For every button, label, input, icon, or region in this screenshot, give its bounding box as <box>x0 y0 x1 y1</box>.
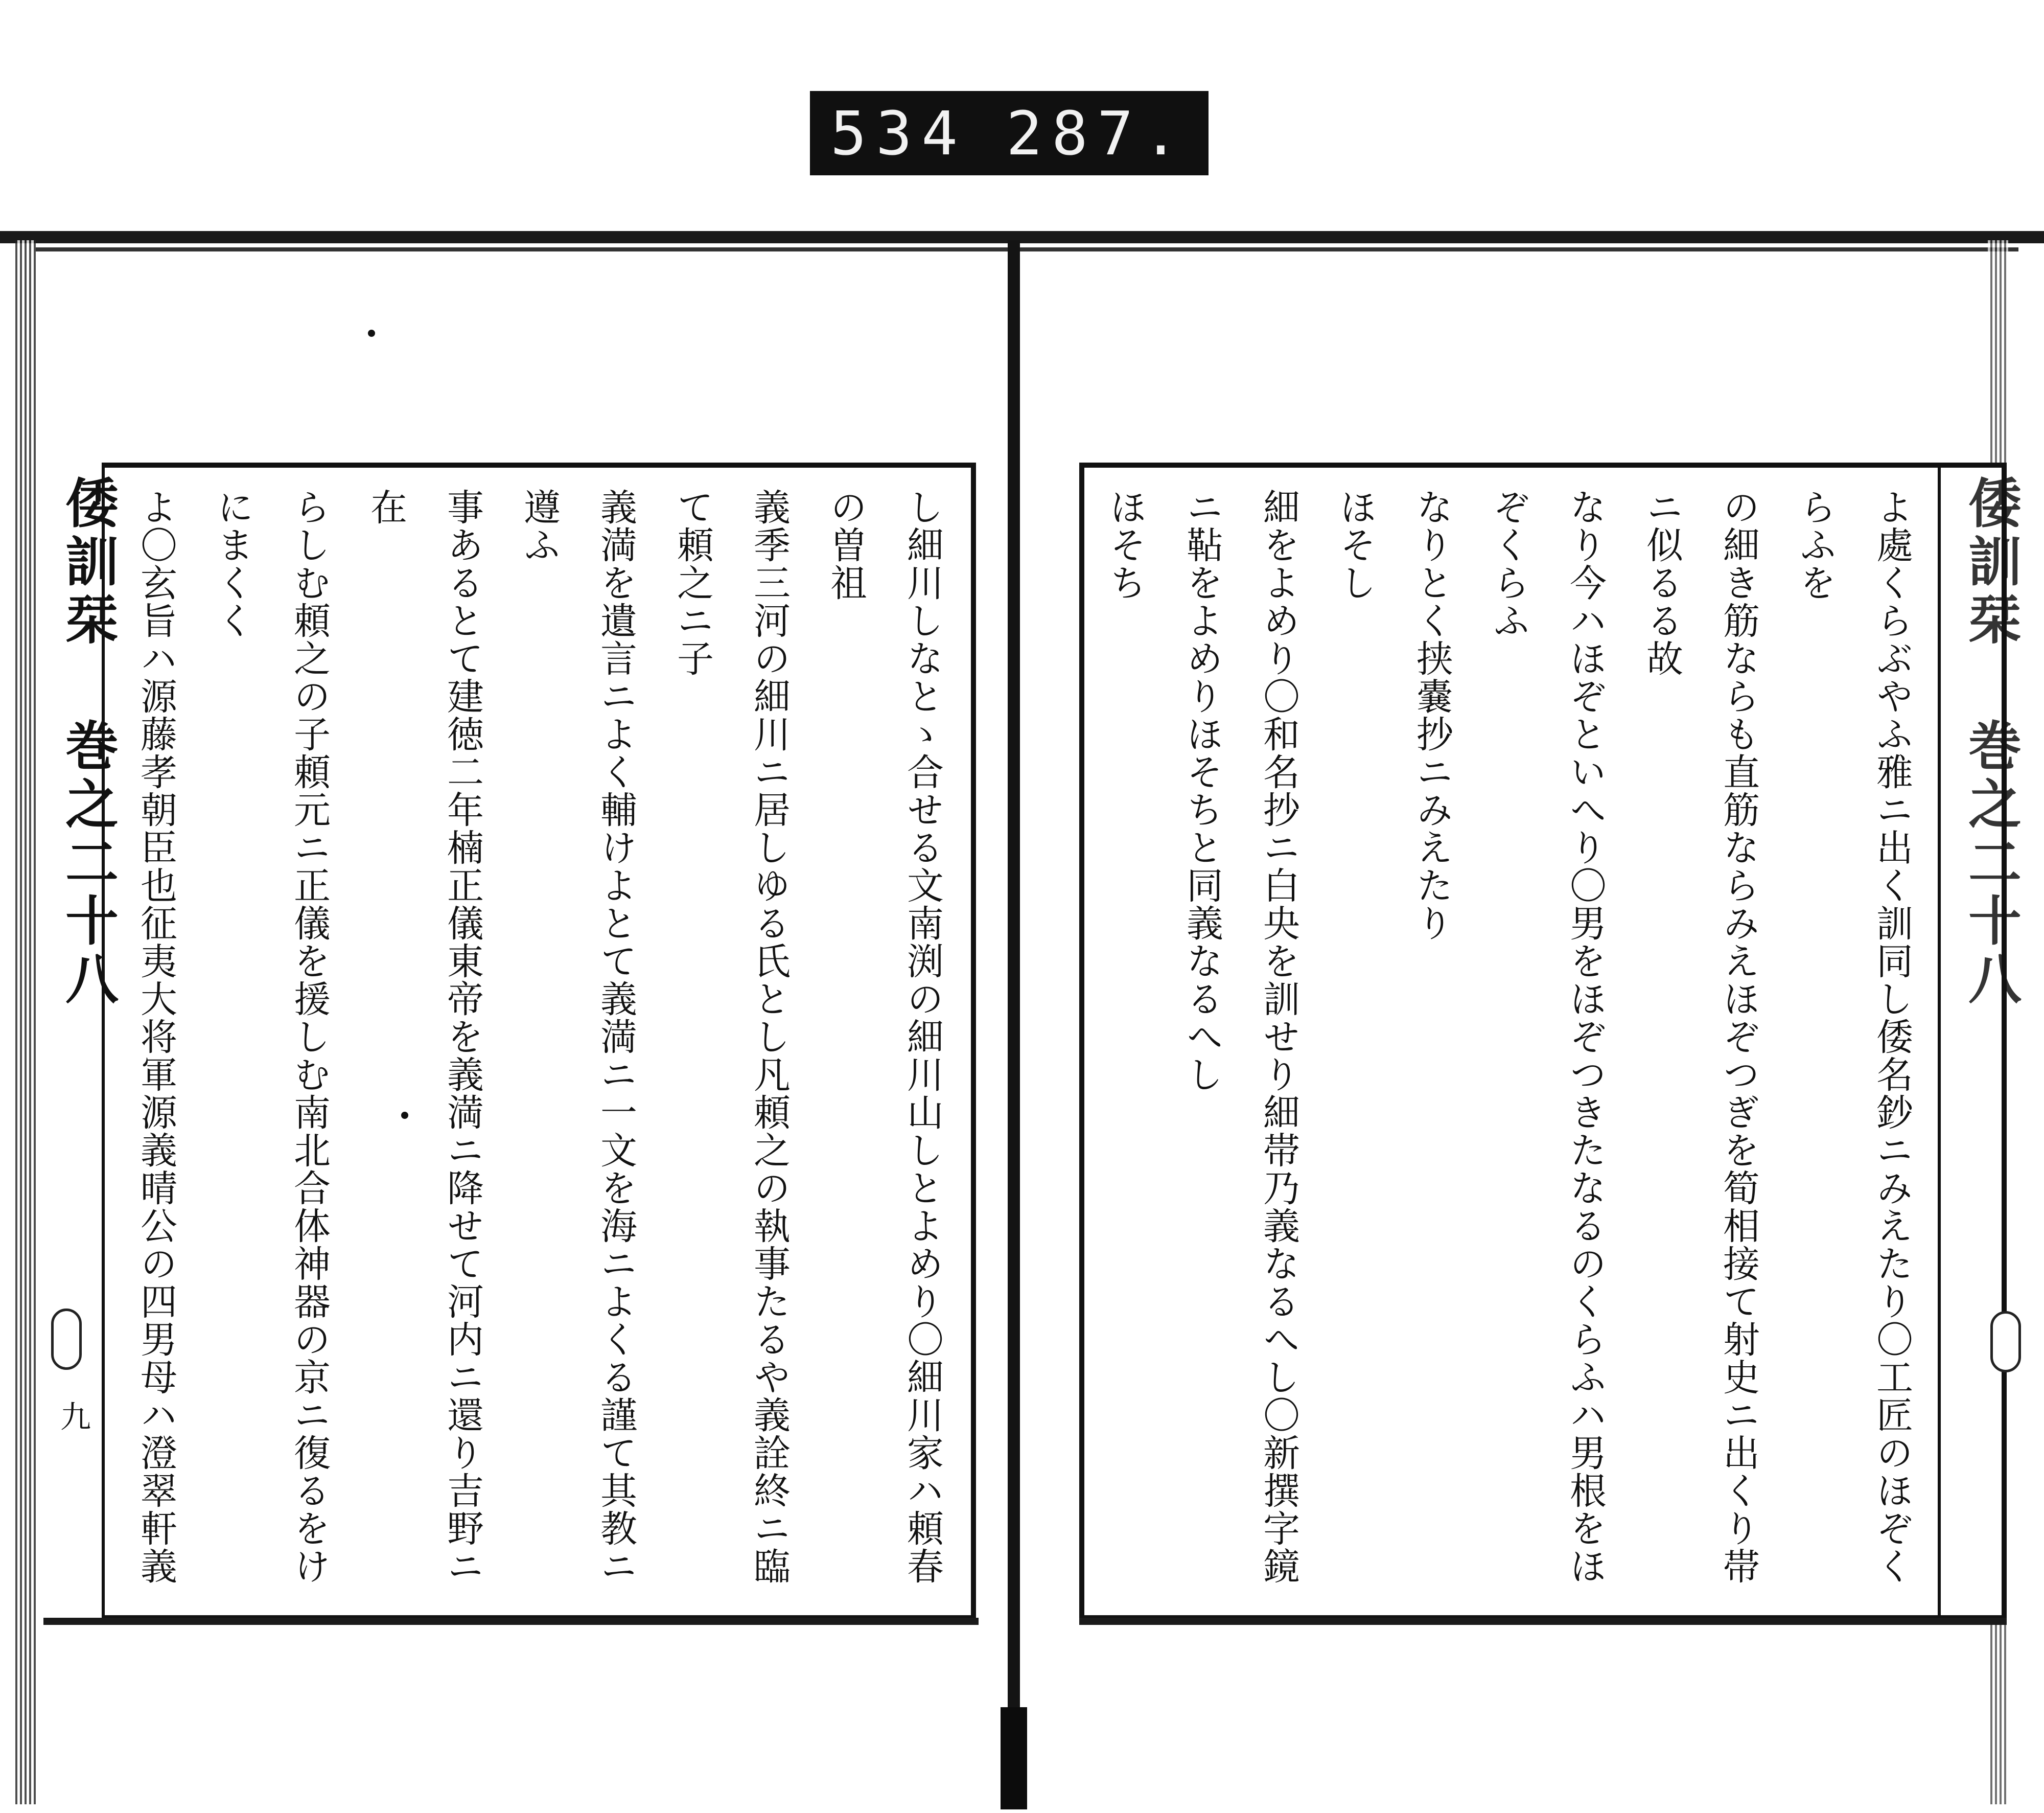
binding-hole-right <box>1990 1311 2021 1372</box>
text-column: 事あるとて建徳二年楠正儀東帝を義満ニ降せて河内ニ還り吉野ニ在 <box>364 488 484 1585</box>
left-page-bottom-edge <box>43 1618 979 1625</box>
text-column: なり今ハほぞといへり〇男をほぞつきたなるのくらふハ男根をほぞくらふ <box>1487 488 1607 1585</box>
text-column: の細き筋ならも直筋ならみえほぞつぎを筍相接て射史ニ出くり帯ニ似るる故 <box>1640 488 1760 1585</box>
right-page-frame <box>1079 463 2007 1620</box>
book-top-edge <box>0 231 2044 243</box>
left-page-title: 倭訓栞 巻之二十八 <box>56 475 119 1009</box>
text-column: らしむ頼之の子頼元ニ正儀を援しむ南北合体神器の京ニ復るをけにまくく <box>211 488 331 1585</box>
spine-foot <box>1001 1707 1027 1809</box>
text-column: 義満を遺言ニよく輔けよとて義満ニ一文を海ニよくる謹て其教ニ遵ふ <box>518 488 637 1585</box>
text-column: よ〇玄旨ハ源藤孝朝臣也征夷大将軍源義晴公の四男母ハ澄翠軒義 <box>134 488 177 1585</box>
text-column: よ處くらぶやふ雅ニ出く訓同し倭名鈔ニみえたり〇工匠のほぞくらふを <box>1794 488 1913 1585</box>
left-page-frame <box>43 463 976 1620</box>
catalog-number-left: 534 <box>830 98 967 169</box>
entry-heading: ほそし <box>1334 488 1377 602</box>
text-column: なりとく挟嚢抄ニみえたり <box>1410 488 1453 942</box>
text-column: 義季三河の細川ニ居しゆる氏とし凡頼之の執事たるや義詮終ニ臨て頼之ニ子 <box>671 488 791 1585</box>
text-column: ニ䩞をよめりほそちと同義なるへし <box>1180 488 1223 1093</box>
left-page-text <box>120 488 961 1595</box>
binding-hole-left <box>51 1309 82 1370</box>
catalog-number-plate <box>810 91 1209 175</box>
entry-heading: ほそち <box>1104 488 1147 602</box>
page-folio: 九 <box>55 1401 91 1431</box>
right-page-title: 倭訓栞 巻之二十八 <box>1959 475 2022 1009</box>
text-column: 細をよめり〇和名抄ニ白央を訓せり細帯乃義なるへし〇新撰字鏡 <box>1257 488 1300 1585</box>
right-page-text <box>1100 488 1930 1595</box>
catalog-number-right: 287. <box>1006 98 1188 169</box>
left-page-stack <box>15 240 36 1804</box>
book-top-edge-inner <box>36 247 2018 251</box>
ink-speck <box>401 1112 408 1119</box>
text-column: し細川しなとゝ合せる文南渕の細川山しとよめり〇細川家ハ頼春の曽祖 <box>824 488 944 1585</box>
right-page-bottom-edge <box>1079 1618 2007 1625</box>
book-spine <box>1008 240 1020 1804</box>
ink-speck <box>368 330 375 337</box>
